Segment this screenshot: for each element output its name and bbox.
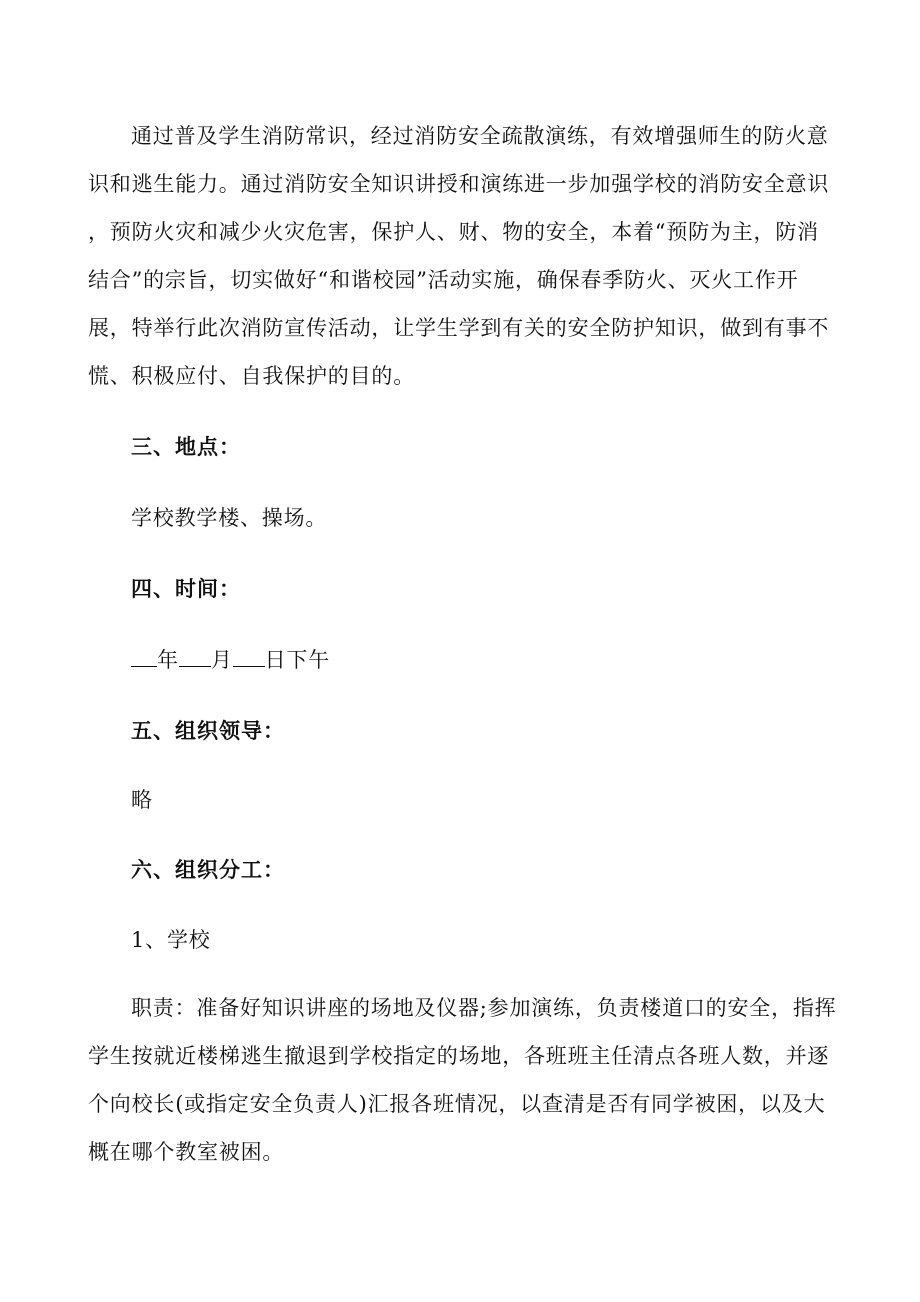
intro-line-6: 慌、积极应付、自我保护的目的。: [88, 364, 415, 388]
intro-line-5: 展，特举行此次消防宣传活动，让学生学到有关的安全防护知识，做到有事不: [88, 316, 830, 340]
time-content: [131, 646, 876, 674]
day-label: 日下午: [264, 648, 331, 672]
location-heading: 三、地点：: [131, 435, 241, 459]
intro-line-1: 通过普及学生消防常识，经过消防安全疏散演练，有效增强师生的防火意: [131, 124, 829, 148]
time-heading: 四、时间：: [131, 577, 241, 601]
intro-line-2: 识和逃生能力。通过消防安全知识讲授和演练进一步加强学校的消防安全意识: [88, 172, 830, 196]
division-item-1-line-2: 学生按就近楼梯逃生撤退到学校指定的场地，各班班主任清点各班人数，并逐: [88, 1044, 830, 1068]
division-item-1-title: 1、学校: [131, 928, 211, 952]
division-heading: 六、组织分工：: [131, 858, 285, 882]
leadership-content: 略: [131, 788, 153, 812]
intro-line-4: 结合”的宗旨，切实做好“和谐校园”活动实施，确保春季防火、灭火工作开: [88, 268, 799, 292]
month-label: 月: [210, 648, 233, 672]
month-blank: [179, 646, 211, 667]
division-item-1-line-4: 概在哪个教室被困。: [88, 1140, 285, 1164]
leadership-heading: 五、组织领导：: [131, 719, 285, 743]
day-blank: [233, 646, 265, 667]
division-item-1-line-3: 个向校长(或指定安全负责人)汇报各班情况，以查清是否有同学被困，以及大: [88, 1092, 826, 1116]
intro-line-3: ，预防火灾和减少火灾危害，保护人、财、物的安全，本着“预防为主，防消: [88, 220, 819, 244]
year-label: 年: [157, 648, 179, 672]
location-content: 学校教学楼、操场。: [131, 506, 328, 530]
division-item-1-line-1: 职责：准备好知识讲座的场地及仪器;参加演练，负责楼道口的安全，指挥: [131, 996, 837, 1020]
year-blank: [131, 646, 157, 667]
